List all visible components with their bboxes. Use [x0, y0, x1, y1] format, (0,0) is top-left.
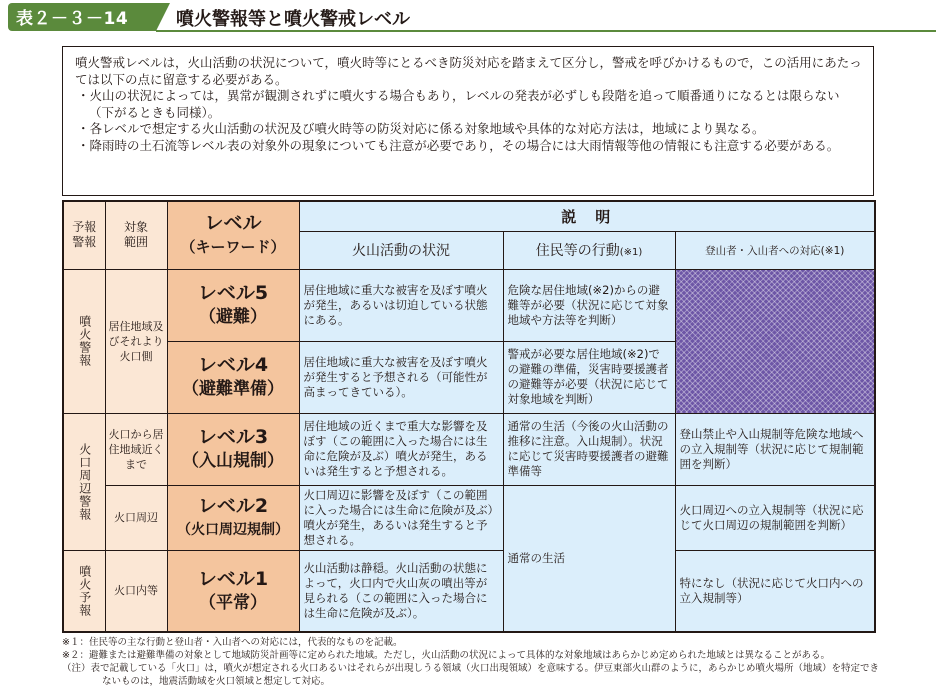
footnote: （注）表で記載している「火口」は，噴火が想定される火口あるいはそれらが出現しうる領域（火口出現領域）を意味する。伊豆東部火山群のように，あらかじめ噴火場所（地域）を特定できないものは，地震活動域を火口領域と想定して対応。	[62, 663, 880, 687]
header-forecast-text: 予報警報	[72, 220, 97, 250]
forecast-eruption-warning-text: 噴火警報	[77, 315, 92, 367]
header-climbers: 登山者・入山者への対応(※1)	[675, 231, 875, 269]
target-crater-area: 火口周辺	[105, 485, 167, 550]
level-5-volcano: 居住地域に重大な被害を及ぼす噴火が発生，あるいは切迫している状態にある。	[299, 269, 503, 341]
volcano-level-table	[62, 200, 876, 633]
level-3-volcano: 居住地域の近くまで重大な影響を及ぼす（この範囲に入った場合には生命に危険が及ぶ）噴火が発生，あるいは発生すると予想される。	[299, 413, 503, 485]
table-header-row	[63, 201, 875, 231]
level-5-keyword: （避難）	[199, 307, 267, 327]
level-2-keyword: （火口周辺規制）	[177, 521, 289, 538]
header-target-line2: 範囲	[123, 235, 148, 250]
target-near-residential: 火口から居住地域近くまで	[105, 413, 167, 485]
forecast-crater-warning	[63, 413, 105, 550]
level-3-cell	[167, 413, 299, 485]
level-1-keyword: （平常）	[199, 592, 267, 613]
page-title: 噴火警報等と噴火警戒レベル	[176, 9, 410, 30]
intro-bullet: ・降雨時の土石流等レベル表の対象外の現象についても注意が必要であり，その場合には大雨情報等他の情報にも注意する必要がある。	[77, 137, 840, 153]
target-residential: 居住地域及びそれより火口側	[105, 269, 167, 413]
level-5-residents: 危険な居住地域(※2)からの避難等が必要（状況に応じて対象地域や方法等を判断）	[503, 269, 675, 341]
table-row	[63, 269, 875, 341]
residents-normal-life: 通常の生活	[503, 485, 675, 632]
level-2-volcano: 火口周辺に影響を及ぼす（この範囲に入った場合には生命に危険が及ぶ）噴火が発生，あるいは発生すると予想される。	[299, 485, 503, 550]
header-rule	[156, 30, 936, 32]
forecast-eruption-warning	[63, 269, 105, 413]
table-row	[63, 413, 875, 485]
footnote: ※２：避難または避難準備の対象として地域防災計画等に定められた地域。ただし，火山活動の状況によって具体的な対象地域はあらかじめ定められた地域とは異なることがある。	[62, 650, 830, 661]
level-4-residents: 警戒が必要な居住地域(※2)での避難の準備，災害時要援護者の避難等が必要（状況に応じて対象地域を判断）	[503, 341, 675, 413]
intro-bullet: ・火山の状況によっては，異常が観測されずに噴火する場合もあり，レベルの発表が必ずしも段階を追って順番通りになるとは限らない（下がるときも同様）。	[77, 88, 840, 120]
header-residents-action	[503, 231, 675, 269]
header-residents-text: 住民等の行動	[535, 243, 620, 259]
table-row	[63, 485, 875, 550]
level-1-climbers: 特になし（状況に応じて火口内への立入規制等）	[675, 550, 875, 632]
level-5-name: レベル5	[197, 282, 269, 304]
forecast-crater-warning-text: 火口周辺警報	[77, 442, 92, 521]
climbers-hatched-cell	[675, 269, 875, 413]
header-volcano-status: 火山活動の状況	[299, 231, 503, 269]
footnote: ※１：住民等の主な行動と登山者・入山者への対応には，代表的なものを記載。	[62, 637, 403, 648]
level-1-volcano: 火山活動は静穏。火山活動の状態によって，火口内で火山灰の噴出等が見られる（この範囲に入った場合には生命に危険が及ぶ）。	[299, 550, 503, 632]
level-2-name: レベル2	[197, 494, 269, 517]
level-3-name: レベル3	[197, 426, 269, 448]
level-1-name: レベル1	[197, 567, 269, 590]
header-target	[105, 201, 167, 269]
table-row	[63, 550, 875, 632]
header-level-line1: レベル	[204, 212, 262, 235]
level-4-volcano: 居住地域に重大な被害を及ぼす噴火が発生すると予想される（可能性が高まってきている）。	[299, 341, 503, 413]
level-4-keyword: （避難準備）	[182, 379, 284, 399]
level-3-climbers: 登山禁止や入山規制等危険な地域への立入規制等（状況に応じて規制範囲を判断）	[675, 413, 875, 485]
level-4-cell	[167, 341, 299, 413]
forecast-eruption-forecast	[63, 550, 105, 632]
target-inside-crater: 火口内等	[105, 550, 167, 632]
intro-box	[62, 46, 874, 196]
level-5-cell	[167, 269, 299, 341]
page-header	[0, 0, 938, 34]
intro-bullet: ・各レベルで想定する火山活動の状況及び噴火時等の防災対応に係る対象地域や具体的な対応方法は，地域により異なる。	[77, 121, 765, 136]
level-3-keyword: （入山規制）	[182, 451, 284, 471]
forecast-eruption-forecast-text: 噴火予報	[77, 564, 92, 617]
header-target-line1: 対象	[123, 220, 148, 235]
level-4-name: レベル4	[197, 354, 269, 376]
header-level-line2: （キーワード）	[180, 238, 286, 257]
level-2-cell	[167, 485, 299, 550]
level-3-residents: 通常の生活（今後の火山活動の推移に注意。入山規制）。状況に応じて災害時要援護者の避難準備等	[503, 413, 675, 485]
intro-lead: 噴火警戒レベルは，火山活動の状況について，噴火時等にとるべき防災対応を踏まえて区分し，警戒を呼びかけるもので，この活用にあたっては以下の点に留意する必要がある。	[75, 55, 862, 87]
header-forecast	[63, 201, 105, 269]
header-residents-note: (※1)	[619, 247, 643, 258]
level-2-climbers: 火口周辺への立入規制等（状況に応じて火口周辺の規制範囲を判断）	[675, 485, 875, 550]
level-1-cell	[167, 550, 299, 632]
header-level	[167, 201, 299, 269]
header-description: 説 明	[299, 201, 875, 231]
table-label: 表２－３－14	[16, 9, 129, 29]
footnotes	[62, 636, 882, 688]
